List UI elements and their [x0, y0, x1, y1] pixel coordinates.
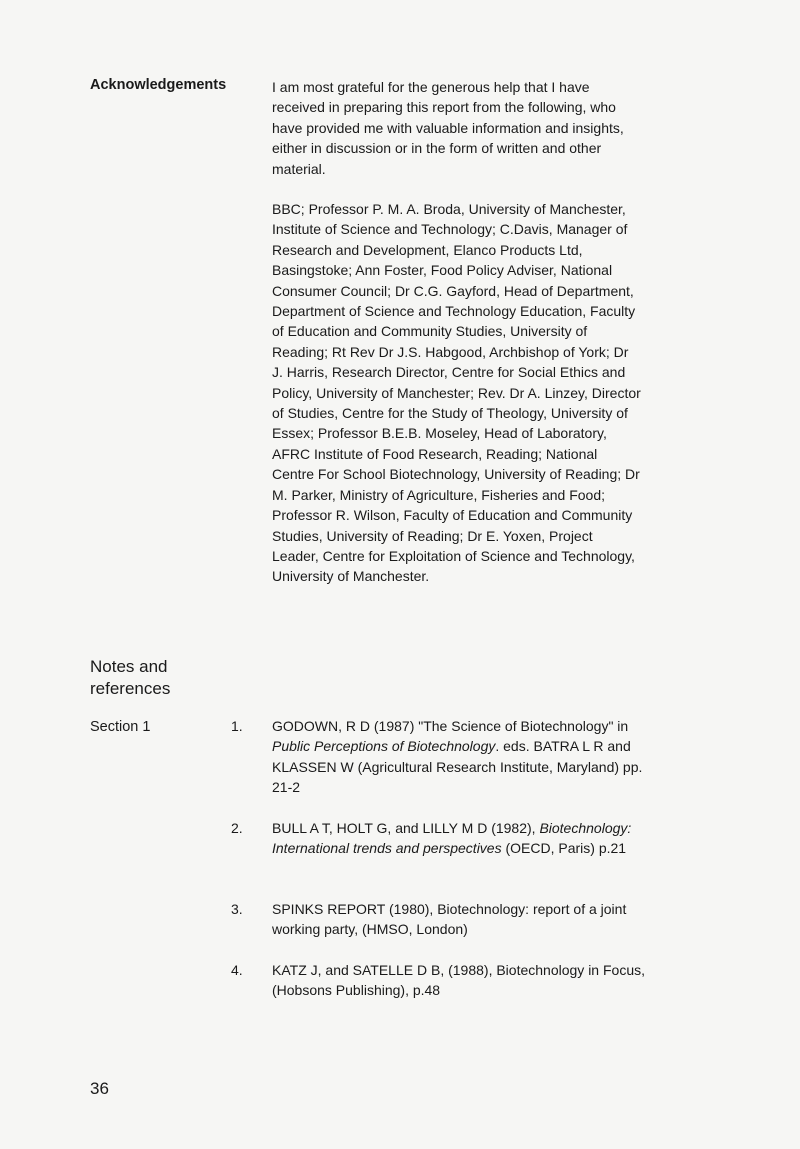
- section-heading: Section 1: [90, 719, 151, 735]
- reference-text-part: SPINKS REPORT (1980), Biotechnology: report of a joint working party, (HMSO, London): [272, 901, 627, 938]
- reference-text: [272, 960, 652, 1001]
- notes-and-references-heading: Notes and references: [90, 657, 171, 698]
- reference-text: [272, 899, 652, 940]
- reference-text: [272, 818, 652, 859]
- reference-text-part: . eds. BATRA L R and KLASSEN W (Agricultural Research Institute, Maryland) pp. 21-2: [272, 738, 643, 796]
- reference-text-part: KATZ J, and SATELLE D B, (1988), Biotechnology in Focus, (Hobsons Publishing), p.48: [272, 962, 645, 999]
- reference-text-part: GODOWN, R D (1987) "The Science of Biotechnology" in: [272, 718, 629, 734]
- reference-number: 3.: [231, 901, 243, 917]
- reference-title: Public Perceptions of Biotechnology: [272, 738, 496, 755]
- reference-number: 4.: [231, 962, 243, 978]
- acknowledgements-heading: Acknowledgements: [90, 77, 227, 93]
- reference-text-part: BULL A T, HOLT G, and LILLY M D (1982),: [272, 820, 540, 836]
- acknowledgements-list: BBC; Professor P. M. A. Broda, University of Manchester, Institute of Science and Technology; C.Davis, Manager of Research and Development, Elanco Products Ltd, Basingstoke; Ann Foster, Food Policy Adviser, National Consumer Council; Dr C.G. Gayford, Head of Department, Department of Science and Technology Education, Faculty of Education and Community Studies, University of Reading; Rt Rev Dr J.S. Habgood, Archbishop of York; Dr J. Harris, Research Director, Centre for Social Ethics and Policy, University of Manchester; Rev. Dr A. Linzey, Director of Studies, Centre for the Study of Theology, University of Essex; Professor B.E.B. Moseley, Head of Laboratory, AFRC Institute of Food Research, Reading; National Centre For School Biotechnology, University of Reading; Dr M. Parker, Ministry of Agriculture, Fisheries and Food; Professor R. Wilson, Faculty of Education and Community Studies, University of Reading; Dr E. Yoxen, Project Leader, Centre for Exploitation of Science and Technology, University of Manchester.: [272, 201, 641, 585]
- reference-title: Biotechnology: International trends and perspectives: [272, 820, 632, 857]
- reference-number: 1.: [231, 718, 243, 734]
- page-number: 36: [90, 1079, 109, 1098]
- reference-text-part: (OECD, Paris) p.21: [501, 840, 627, 857]
- acknowledgements-intro: I am most grateful for the generous help that I have received in preparing this report from the following, who have provided me with valuable information and insights, either in discussion or in the form of written and other material.: [272, 79, 624, 177]
- reference-number: 2.: [231, 820, 243, 836]
- reference-text: [272, 716, 652, 798]
